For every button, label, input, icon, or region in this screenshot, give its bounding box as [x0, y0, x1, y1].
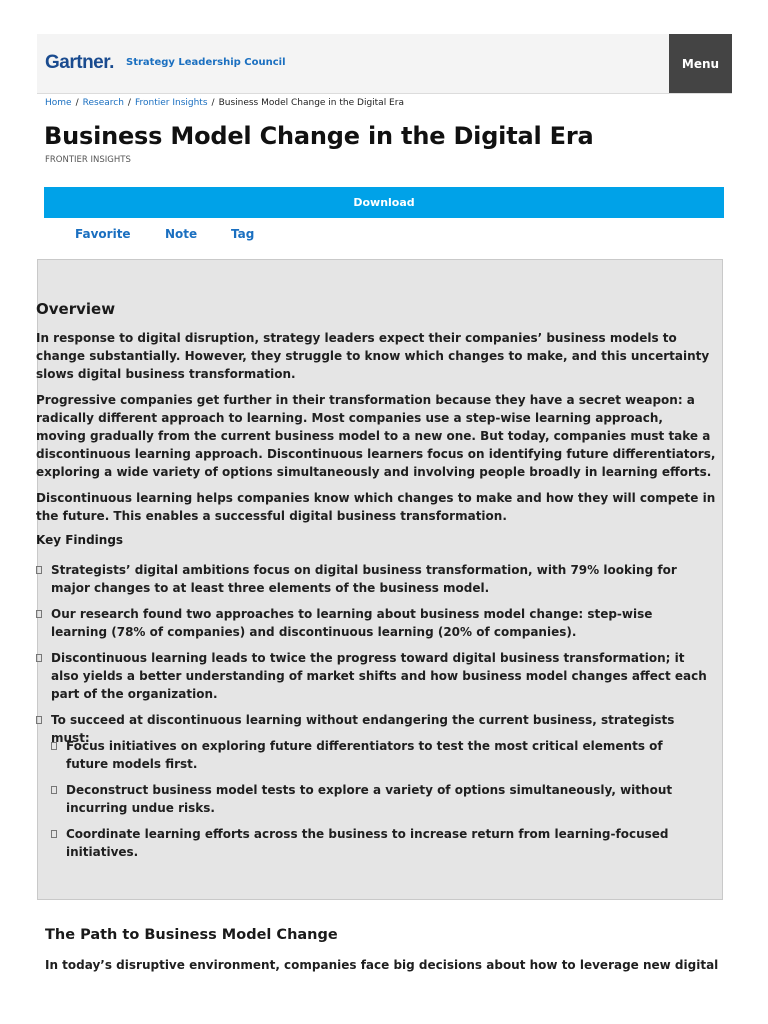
- gartner-logo[interactable]: Gartner.: [45, 52, 114, 73]
- download-button[interactable]: Download: [44, 187, 724, 218]
- path-intro: In today’s disruptive environment, companies face big decisions about how to leverage new digital: [45, 958, 719, 972]
- site-header: [37, 34, 732, 94]
- tag-link[interactable]: Tag: [231, 227, 255, 241]
- breadcrumb-frontier-insights[interactable]: Frontier Insights: [134, 98, 208, 108]
- sub-finding-text: Deconstruct business model tests to explore a variety of options simultaneously, without incurring undue risks.: [66, 783, 673, 815]
- note-link[interactable]: Note: [165, 227, 198, 241]
- finding-item: [36, 561, 708, 597]
- sub-finding-text: Coordinate learning efforts across the business to increase return from learning-focused initiatives.: [66, 827, 669, 859]
- finding-item: [36, 605, 708, 641]
- overview-paragraph: Discontinuous learning helps companies know which changes to make and how they will compete in the future. This enables a successful digital business transformation.: [36, 491, 716, 523]
- finding-text: To succeed at discontinuous learning without endangering the current business, strategists must:: [51, 713, 675, 745]
- finding-text: Discontinuous learning leads to twice the progress toward digital business transformation; it also yields a better understanding of market shifts and how business model changes affect each part of the organization.: [51, 651, 707, 701]
- bullet-icon: [36, 654, 42, 662]
- overview-paragraph: Progressive companies get further in their transformation because they have a secret weapon: a radically different approach to learning. Most companies use a step-wise learning approach, moving gradually from the current business model to a new one. But today, companies must take a discontinuous learning approach. Discontinuous learners focus on identifying future differentiators, exploring a wide variety of options simultaneously and involving people broadly in learning efforts.: [36, 393, 716, 479]
- page-title: Business Model Change in the Digital Era: [44, 122, 594, 150]
- menu-button[interactable]: Menu: [669, 34, 732, 93]
- council-name[interactable]: Strategy Leadership Council: [126, 57, 286, 68]
- breadcrumb-home[interactable]: Home: [45, 98, 72, 108]
- finding-item: [36, 649, 708, 703]
- path-heading: The Path to Business Model Change: [45, 927, 338, 943]
- bullet-icon: [36, 566, 42, 574]
- breadcrumb-current: Business Model Change in the Digital Era: [218, 98, 404, 108]
- favorite-link[interactable]: Favorite: [75, 227, 131, 241]
- key-findings-heading: Key Findings: [36, 533, 124, 547]
- sub-finding-item: [51, 737, 701, 773]
- breadcrumb-research[interactable]: Research: [82, 98, 124, 108]
- page-subtitle: FRONTIER INSIGHTS: [45, 155, 131, 165]
- sub-finding-item: [51, 825, 701, 861]
- bullet-icon: [36, 716, 42, 724]
- bullet-icon: [51, 742, 57, 750]
- breadcrumb: Home / Research / Frontier Insights / Business Model Change in the Digital Era: [45, 98, 404, 108]
- finding-text: Strategists’ digital ambitions focus on digital business transformation, with 79% looking for major changes to at least three elements of the business model.: [51, 563, 677, 595]
- bullet-icon: [36, 610, 42, 618]
- sub-finding-item: [51, 781, 701, 817]
- overview-heading: Overview: [36, 300, 116, 318]
- bullet-icon: [51, 786, 57, 794]
- finding-text: Our research found two approaches to learning about business model change: step-wise learning (78% of companies) and discontinuous learning (20% of companies).: [51, 607, 653, 639]
- sub-finding-text: Focus initiatives on exploring future differentiators to test the most critical elements of future models first.: [66, 739, 663, 771]
- overview-paragraph: In response to digital disruption, strategy leaders expect their companies’ business models to change substantially. However, they struggle to know which changes to make, and this uncertainty slows digital business transformation.: [36, 331, 710, 381]
- bullet-icon: [51, 830, 57, 838]
